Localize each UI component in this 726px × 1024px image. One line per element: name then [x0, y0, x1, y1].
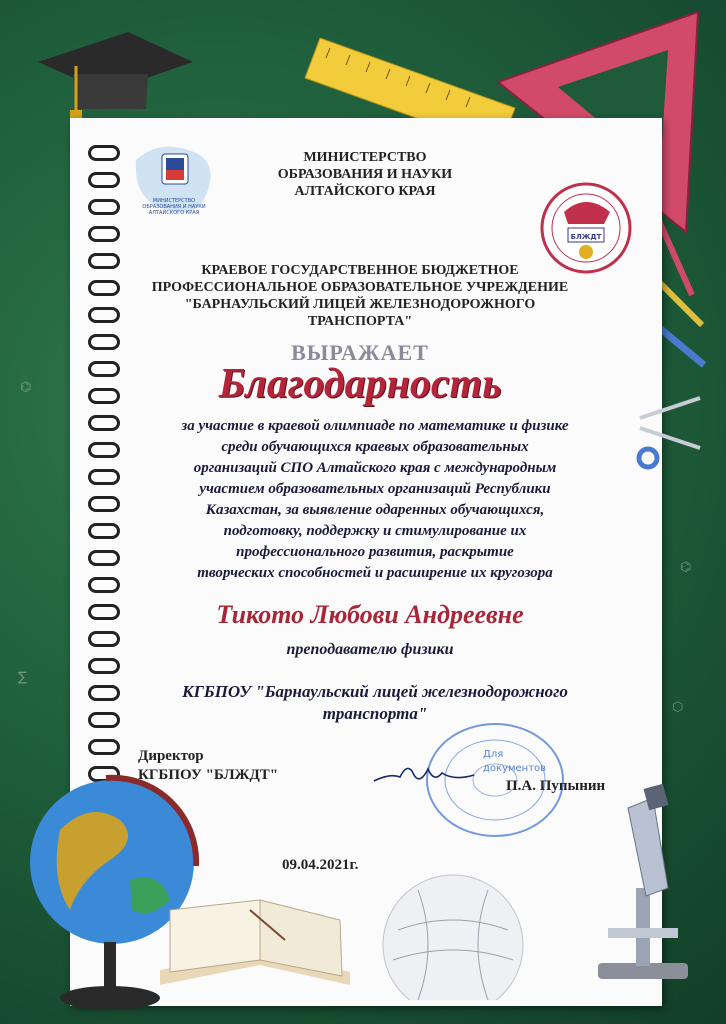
signatory-role-line: Директор	[138, 748, 204, 764]
lyceum-logo-icon	[540, 182, 632, 274]
spiral-ring	[88, 739, 120, 755]
institution-line: "БАРНАУЛЬСКИЙ ЛИЦЕЙ ЖЕЛЕЗНОДОРОЖНОГО	[184, 297, 536, 312]
issue-date: 09.04.2021г.	[282, 857, 359, 873]
spiral-ring	[88, 631, 120, 647]
spiral-ring	[88, 226, 120, 242]
spiral-ring	[88, 604, 120, 620]
certificate-title: Благодарность	[218, 361, 502, 407]
institution-line: ТРАНСПОРТА"	[307, 314, 413, 329]
stamp-text: Для документов	[483, 749, 547, 774]
recipient-position: преподавателю физики	[286, 641, 454, 658]
organization-line: КГБПОУ "Барнаульский лицей железнодорожного	[182, 682, 568, 701]
ministry-line: МИНИСТЕРСТВО	[303, 150, 427, 165]
spiral-ring	[88, 685, 120, 701]
reason-line: подготовку, поддержку и стимулирование их	[223, 523, 527, 539]
ministry-line: АЛТАЙСКОГО КРАЯ	[294, 184, 436, 199]
chalk-benzene-icon: ⬡	[672, 700, 684, 715]
spiral-ring	[88, 361, 120, 377]
signatory-name: П.А. Пупынин	[506, 778, 606, 794]
formula-sphere-icon	[378, 870, 528, 1000]
organization-line: транспорта"	[322, 704, 428, 723]
open-book-icon	[150, 880, 360, 990]
spiral-ring	[88, 658, 120, 674]
institution-header	[90, 262, 630, 330]
signatory-role-line: КГБПОУ "БЛЖДТ"	[138, 767, 279, 783]
emblem-caption-line: ОБРАЗОВАНИЯ И НАУКИ	[142, 204, 206, 210]
spiral-ring	[88, 712, 120, 728]
emblem-caption	[128, 198, 220, 216]
reason-line: среди обучающихся краевых образовательных	[221, 439, 529, 455]
ministry-line: ОБРАЗОВАНИЯ И НАУКИ	[277, 167, 453, 182]
chalk-scribble-icon: ∑	[18, 670, 27, 685]
ministry-header	[240, 149, 490, 200]
reason-line: профессионального развития, раскрытие	[236, 544, 514, 560]
spiral-ring	[88, 388, 120, 404]
reason-line: Казахстан, за выявление одаренных обучающихся,	[205, 502, 545, 518]
spiral-ring	[88, 172, 120, 188]
reason-line: участием образовательных организаций Республики	[199, 481, 551, 497]
spiral-ring	[88, 334, 120, 350]
expresses-heading: ВЫРАЖАЕТ	[291, 340, 429, 365]
reason-text	[110, 416, 640, 584]
institution-line: КРАЕВОЕ ГОСУДАРСТВЕННОЕ БЮДЖЕТНОЕ	[201, 263, 519, 278]
handwritten-signature-icon	[370, 755, 480, 795]
emblem-caption-line: МИНИСТЕРСТВО	[152, 198, 196, 204]
emblem-caption-line: АЛТАЙСКОГО КРАЯ	[148, 210, 200, 216]
recipient-name: Тикото Любови Андреевне	[216, 600, 524, 629]
institution-line: ПРОФЕССИОНАЛЬНОЕ ОБРАЗОВАТЕЛЬНОЕ УЧРЕЖДЕНИЕ	[151, 280, 569, 295]
chalk-formula-icon: ⌬	[20, 380, 32, 395]
spiral-ring	[88, 199, 120, 215]
lyceum-logo-text: БЛЖДТ	[570, 233, 602, 241]
chalk-molecule-icon: ⌬	[680, 560, 692, 575]
ministry-emblem-icon	[128, 140, 220, 230]
spiral-ring	[88, 145, 120, 161]
reason-line: за участие в краевой олимпиаде по математике и физике	[181, 418, 569, 434]
graduation-cap-icon	[28, 14, 198, 124]
reason-line: творческих способностей и расширение их кругозора	[197, 565, 553, 581]
scissors-icon	[630, 388, 710, 478]
microscope-icon	[568, 778, 708, 988]
reason-line: организаций СПО Алтайского края с международным	[193, 460, 557, 476]
